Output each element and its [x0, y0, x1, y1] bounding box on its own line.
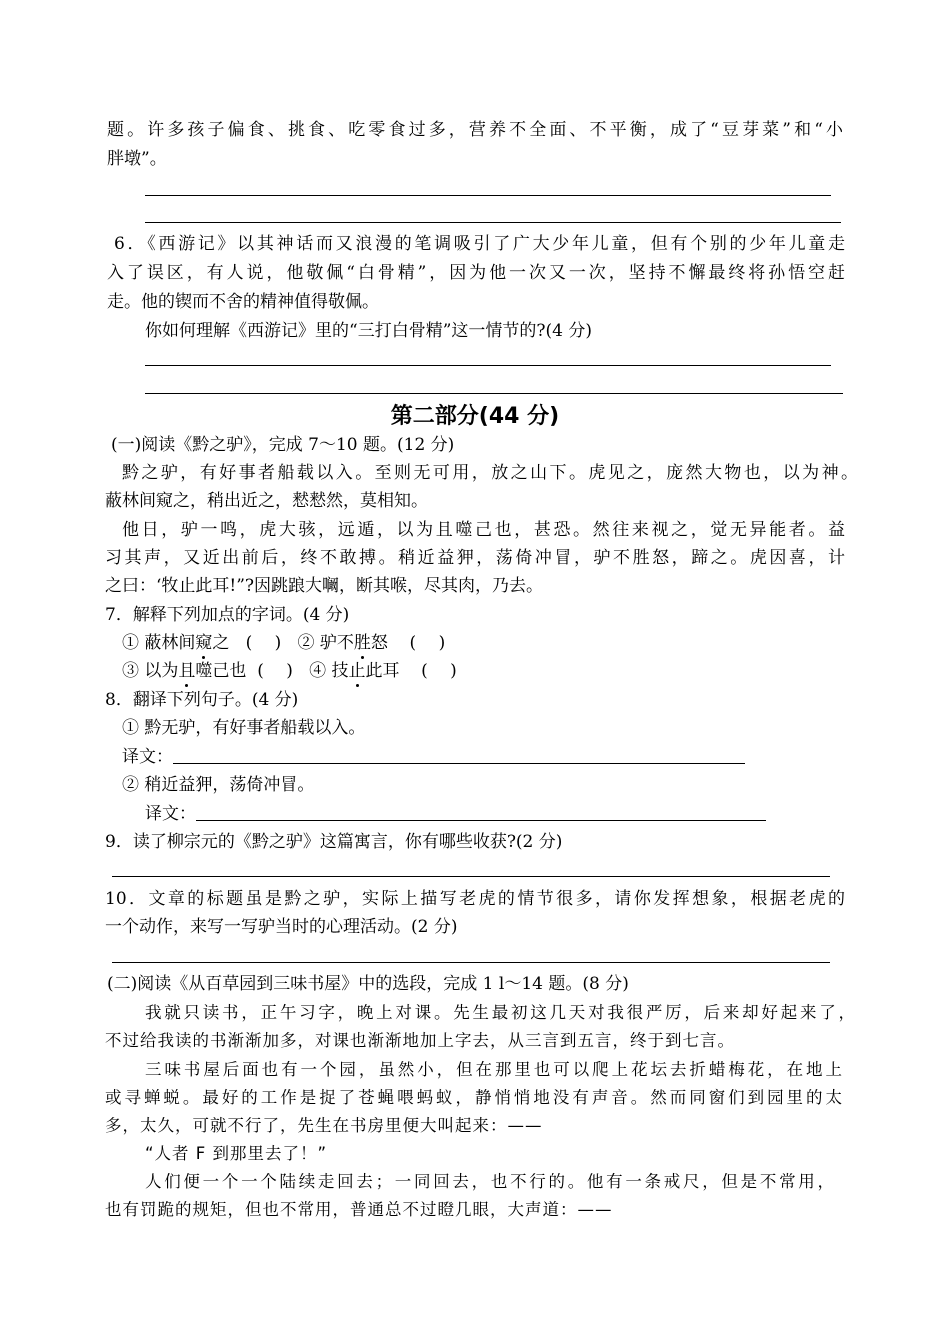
- q10-line-2: 一个动作，来写一写驴当时的心理活动。(2 分): [105, 917, 458, 937]
- section2-header: (二)阅读《从百草园到三味书屋》中的选段，完成 1 l～14 题。(8 分): [107, 974, 629, 994]
- item-number: ②: [297, 633, 315, 653]
- q8-translation-1: [122, 745, 745, 769]
- q6-line-1: 6．《西游记》以其神话而又浪漫的笔调吸引了广大少年儿童，但有个别的少年儿童走: [114, 234, 845, 254]
- item-text: 噬己也: [195, 661, 247, 681]
- answer-line[interactable]: [112, 876, 830, 877]
- passage-line: 黔之驴，有好事者船载以入。至则无可用，放之山下。虎见之，庞然大物也，以为神。: [122, 463, 858, 483]
- q5-line-2: 胖墩”。: [107, 149, 167, 169]
- q8-sentence-1: ① 黔无驴，有好事者船载以入。: [122, 718, 366, 738]
- q8-sentence-2: ② 稍近益狎，荡倚冲冒。: [122, 775, 315, 795]
- q7-stem: 7．解释下列加点的字词。(4 分): [105, 605, 350, 625]
- passage2-line: 也有罚跪的规矩，但也不常用，普通总不过瞪几眼，大声道：——: [105, 1200, 613, 1219]
- answer-line[interactable]: [145, 365, 831, 366]
- answer-line[interactable]: [145, 195, 831, 196]
- q6-line-3: 走。他的锲而不舍的精神值得敬佩。: [107, 292, 379, 312]
- dotted-char: 止: [348, 661, 366, 681]
- q7-item: [122, 659, 457, 683]
- item-number: ④: [309, 661, 327, 681]
- item-text: 此耳: [365, 661, 400, 681]
- item-text: 以为: [144, 661, 179, 681]
- answer-line[interactable]: [112, 962, 830, 963]
- item-text: 驴不: [319, 633, 354, 653]
- q9-stem: 9．读了柳宗元的《黔之驴》这篇寓言，你有哪些收获?(2 分): [105, 832, 563, 852]
- passage-line: 习其声，又近出前后，终不敢搏。稍近益狎，荡倚冲冒，驴不胜怒，蹄之。虎因喜，计: [105, 548, 845, 568]
- part2-title: 第二部分(44 分): [390, 404, 560, 429]
- answer-line[interactable]: [145, 393, 843, 394]
- q6-question: 你如何理解《西游记》里的“三打白骨精”这一情节的?(4 分): [145, 321, 592, 341]
- translation-input[interactable]: [173, 745, 745, 764]
- passage-line: 之曰：‘牧止此耳!”?因跳踉大㘎，断其喉，尽其肉，乃去。: [105, 576, 544, 596]
- item-number: ③: [122, 661, 139, 681]
- item-number: ①: [122, 633, 139, 653]
- passage2-line: 多，太久，可就不行了，先生在书房里便大叫起来：——: [105, 1116, 543, 1135]
- answer-blank[interactable]: ( ): [409, 633, 446, 653]
- translation-input[interactable]: [196, 802, 766, 821]
- section1-header: (一)阅读《黔之驴》，完成 7～10 题。(12 分): [111, 435, 455, 455]
- answer-blank[interactable]: ( ): [245, 633, 282, 653]
- dotted-char: 胜: [353, 633, 371, 653]
- passage-line: 蔽林间窥之，稍出近之，慭慭然，莫相知。: [105, 491, 428, 511]
- item-text: 之: [212, 633, 230, 653]
- q7-item: [122, 631, 445, 655]
- q5-line-1: 题。许多孩子偏食、挑食、吃零食过多，营养不全面、不平衡，成了“豆芽菜”和“小: [107, 120, 843, 140]
- answer-line[interactable]: [145, 222, 841, 223]
- passage2-line: 三味书屋后面也有一个园，虽然小，但在那里也可以爬上花坛去折蜡梅花，在地上: [145, 1060, 843, 1079]
- answer-blank[interactable]: ( ): [421, 661, 457, 681]
- translation-label: 译文：: [145, 804, 196, 824]
- item-text: 蔽林间: [144, 633, 196, 653]
- item-text: 技: [331, 661, 349, 681]
- q8-stem: 8．翻译下列句子。(4 分): [105, 690, 299, 710]
- passage2-line: “人者 F 到那里去了！”: [145, 1144, 328, 1163]
- translation-label: 译文：: [122, 747, 173, 767]
- dotted-char: 窥: [195, 633, 213, 653]
- passage2-line: 不过给我读的书渐渐加多，对课也渐渐地加上字去，从三言到五言，终于到七言。: [105, 1031, 735, 1050]
- q10-line-1: 10．文章的标题虽是黔之驴，实际上描写老虎的情节很多，请你发挥想象，根据老虎的: [105, 889, 845, 909]
- passage2-line: 人们便一个一个陆续走回去；一同回去，也不行的。他有一条戒尺，但是不常用，: [145, 1172, 835, 1191]
- q8-translation-2: [145, 802, 766, 826]
- passage2-line: 或寻蝉蜕。最好的工作是捉了苍蝇喂蚂蚁，静悄悄地没有声音。然而同窗们到园里的太: [105, 1088, 843, 1107]
- q6-line-2: 入了误区，有人说，他敬佩“白骨精”，因为他一次又一次，坚持不懈最终将孙悟空赶: [107, 263, 845, 283]
- dotted-char: 且: [178, 661, 196, 681]
- passage-line: 他日，驴一鸣，虎大骇，远遁，以为且噬己也，甚恐。然往来视之，觉无异能者。益: [122, 520, 845, 540]
- passage2-line: 我就只读书，正午习字，晚上对课。先生最初这几天对我很严厉，后来却好起来了，: [145, 1003, 856, 1022]
- item-text: 怒: [370, 633, 388, 653]
- answer-blank[interactable]: ( ): [257, 661, 293, 681]
